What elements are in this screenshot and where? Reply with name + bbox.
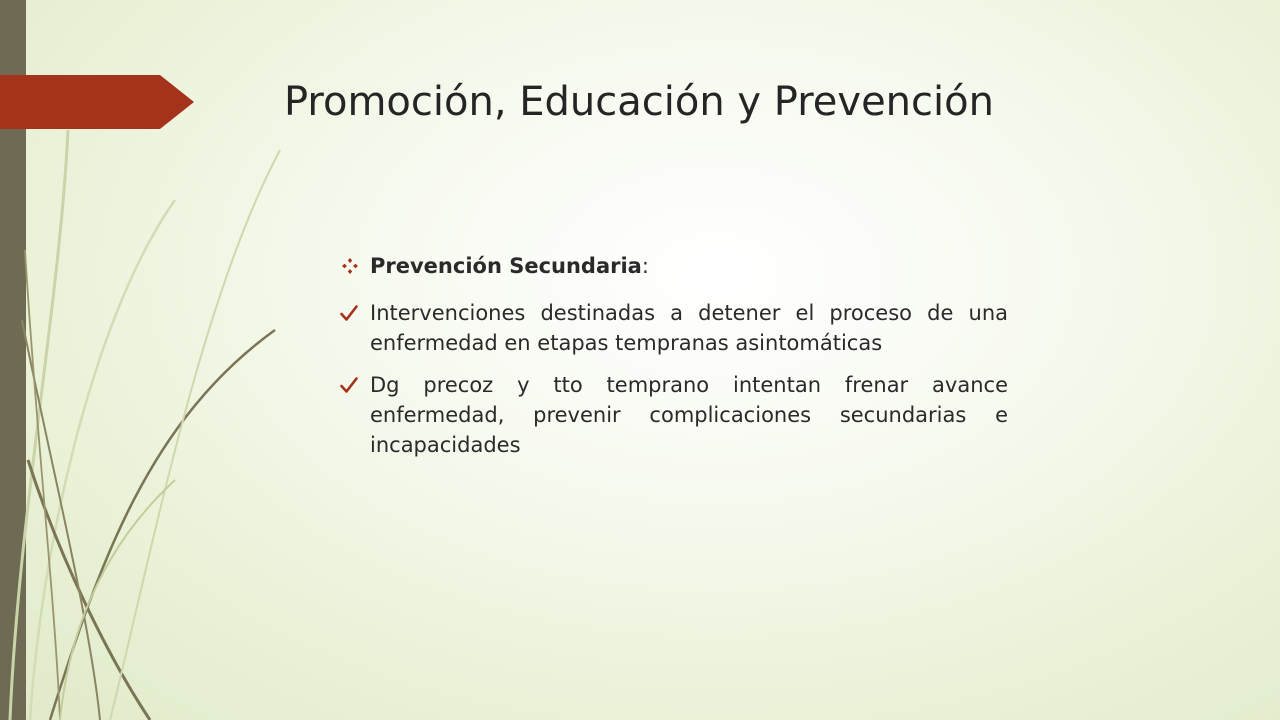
section-heading-suffix: : [641, 254, 649, 278]
section-heading-label: Prevención Secundaria [370, 254, 642, 278]
bullet-text: Intervenciones destinadas a detener el proceso de una enfermedad en etapas tempranas asintomáticas [370, 301, 1008, 355]
slide-title: Promoción, Educación y Prevención [284, 79, 994, 125]
bullet-item [340, 370, 1008, 460]
section-heading [340, 246, 1008, 286]
checkmark-icon [340, 305, 358, 322]
bullet-item [340, 298, 1008, 358]
bullet-text: Dg precoz y tto temprano intentan frenar avance enfermedad, prevenir complicaciones secundarias e incapacidades [370, 373, 1008, 457]
checkmark-icon [340, 377, 358, 394]
slide-content [340, 246, 1008, 460]
diamond-bullet-icon [342, 258, 358, 274]
title-accent-arrow [0, 75, 194, 129]
